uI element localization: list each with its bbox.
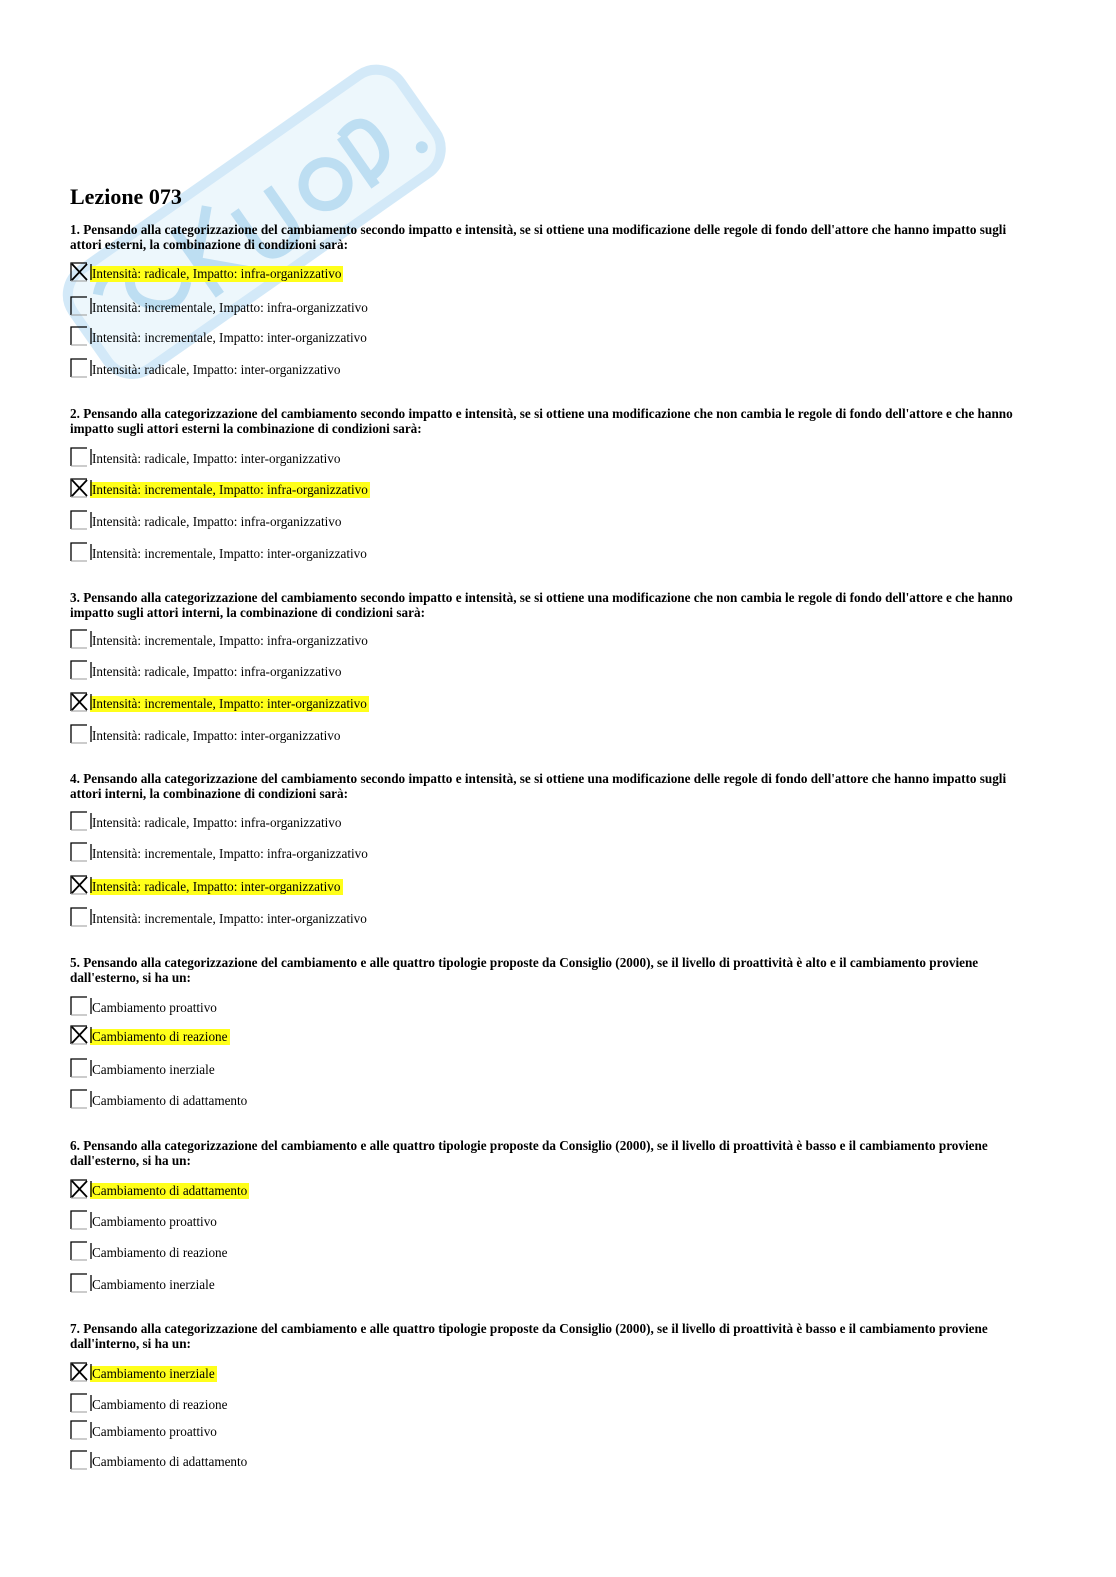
checked-checkbox-icon[interactable] xyxy=(70,264,88,282)
answer-option-label: Intensità: radicale, Impatto: infra-organizzativo xyxy=(92,266,342,281)
question-text: 3. Pensando alla categorizzazione del cambiamento secondo impatto e intensità, se si ottiene una modificazione che non cambia le regole di fondo dell'attore e che hanno impatto sugli attori interni, la combinazione di condizioni sarà: xyxy=(70,590,1013,620)
answer-option-label: Cambiamento di reazione xyxy=(92,1029,228,1044)
answer-option[interactable] xyxy=(70,1446,249,1470)
answer-option-label: Intensità: incrementale, Impatto: inter-organizzativo xyxy=(92,696,367,711)
answer-option[interactable] xyxy=(70,1269,217,1293)
answer-option[interactable] xyxy=(70,354,343,378)
question-text: 7. Pensando alla categorizzazione del cambiamento e alle quattro tipologie proposte da Consiglio (2000), se il livello di proattività è basso e il cambiamento proviene dall'interno, si ha un: xyxy=(70,1321,988,1351)
answer-option[interactable] xyxy=(70,1085,249,1109)
checkbox-icon[interactable] xyxy=(70,360,88,378)
answer-option-label: Cambiamento inerziale xyxy=(92,1062,215,1077)
answer-option-label: Intensità: incrementale, Impatto: infra-organizzativo xyxy=(92,300,368,315)
answer-option-label: Intensità: incrementale, Impatto: inter-organizzativo xyxy=(92,330,367,345)
answer-option-label: Intensità: radicale, Impatto: inter-organizzativo xyxy=(92,451,341,466)
answer-option[interactable] xyxy=(70,1175,249,1199)
checkbox-icon[interactable] xyxy=(70,449,88,467)
answer-option[interactable] xyxy=(70,838,370,862)
checkbox-icon[interactable] xyxy=(70,662,88,680)
answer-option[interactable] xyxy=(70,1358,217,1382)
answer-option[interactable] xyxy=(70,538,369,562)
question-7 xyxy=(70,1321,1030,1469)
checked-checkbox-icon[interactable] xyxy=(70,1364,88,1382)
checkbox-icon[interactable] xyxy=(70,1243,88,1261)
answer-option[interactable] xyxy=(70,1021,230,1045)
answer-option[interactable] xyxy=(70,1206,219,1230)
answer-option[interactable] xyxy=(70,1237,230,1261)
question-1 xyxy=(70,222,1030,377)
answer-option[interactable] xyxy=(70,1416,219,1440)
checkbox-icon[interactable] xyxy=(70,1275,88,1293)
checked-checkbox-icon[interactable] xyxy=(70,694,88,712)
question-text: 5. Pensando alla categorizzazione del cambiamento e alle quattro tipologie proposte da Consiglio (2000), se il livello di proattività è alto e il cambiamento proviene dall'esterno, si ha un: xyxy=(70,955,979,985)
question-text: 4. Pensando alla categorizzazione del cambiamento secondo impatto e intensità, se si ottiene una modificazione delle regole di fondo dell'attore che hanno impatto sugli attori interni, la combinazione di condizioni sarà: xyxy=(70,771,1007,801)
answer-option-label: Cambiamento di adattamento xyxy=(92,1183,248,1198)
answer-option-label: Intensità: radicale, Impatto: infra-organizzativo xyxy=(92,664,342,679)
answer-option-label: Intensità: radicale, Impatto: infra-organizzativo xyxy=(92,815,342,830)
checkbox-icon[interactable] xyxy=(70,1395,88,1413)
checkbox-icon[interactable] xyxy=(70,1091,88,1109)
answer-option-label: Intensità: radicale, Impatto: inter-organizzativo xyxy=(92,728,341,743)
question-3 xyxy=(70,590,1030,743)
question-5 xyxy=(70,955,1030,1108)
checked-checkbox-icon[interactable] xyxy=(70,877,88,895)
answer-option[interactable] xyxy=(70,625,370,649)
question-text: 1. Pensando alla categorizzazione del cambiamento secondo impatto e intensità, se si ottiene una modificazione delle regole di fondo dell'attore che hanno impatto sugli attori esterni, la combinazione di condizioni sarà: xyxy=(70,222,1007,252)
question-2 xyxy=(70,406,1030,561)
checkbox-icon[interactable] xyxy=(70,909,88,927)
checked-checkbox-icon[interactable] xyxy=(70,480,88,498)
answer-option-label: Cambiamento proattivo xyxy=(92,1000,217,1015)
question-text: 2. Pensando alla categorizzazione del cambiamento secondo impatto e intensità, se si ottiene una modificazione che non cambia le regole di fondo dell'attore e che hanno impatto sugli attori esterni la combinazione di condizioni sarà: xyxy=(70,406,1013,436)
checkbox-icon[interactable] xyxy=(70,328,88,346)
answer-option[interactable] xyxy=(70,292,370,316)
answer-option-label: Cambiamento di adattamento xyxy=(92,1454,248,1469)
page-title: Lezione 073 xyxy=(70,184,182,209)
answer-option[interactable] xyxy=(70,720,343,744)
checkbox-icon[interactable] xyxy=(70,1422,88,1440)
answer-option[interactable] xyxy=(70,1389,230,1413)
answer-option-label: Cambiamento inerziale xyxy=(92,1277,215,1292)
answer-option[interactable] xyxy=(70,992,219,1016)
checkbox-icon[interactable] xyxy=(70,726,88,744)
question-text: 6. Pensando alla categorizzazione del cambiamento e alle quattro tipologie proposte da Consiglio (2000), se il livello di proattività è basso e il cambiamento proviene dall'esterno, si ha un: xyxy=(70,1138,988,1168)
answer-option-label: Intensità: incrementale, Impatto: inter-organizzativo xyxy=(92,911,367,926)
checked-checkbox-icon[interactable] xyxy=(70,1027,88,1045)
answer-option[interactable] xyxy=(70,443,343,467)
checkbox-icon[interactable] xyxy=(70,1060,88,1078)
checkbox-icon[interactable] xyxy=(70,631,88,649)
answer-option[interactable] xyxy=(70,258,343,282)
answer-option-label: Cambiamento di adattamento xyxy=(92,1093,248,1108)
answer-option[interactable] xyxy=(70,688,369,712)
answer-option[interactable] xyxy=(70,322,369,346)
checkbox-icon[interactable] xyxy=(70,512,88,530)
checkbox-icon[interactable] xyxy=(70,1212,88,1230)
answer-option[interactable] xyxy=(70,474,370,498)
answer-option-label: Cambiamento proattivo xyxy=(92,1214,217,1229)
answer-option[interactable] xyxy=(70,1054,217,1078)
answer-option[interactable] xyxy=(70,903,369,927)
answer-option-label: Intensità: incrementale, Impatto: inter-organizzativo xyxy=(92,546,367,561)
answer-option[interactable] xyxy=(70,506,343,530)
answer-option-label: Intensità: radicale, Impatto: inter-organizzativo xyxy=(92,362,341,377)
checkbox-icon[interactable] xyxy=(70,844,88,862)
answer-option-label: Intensità: incrementale, Impatto: infra-organizzativo xyxy=(92,482,368,497)
checkbox-icon[interactable] xyxy=(70,298,88,316)
question-4 xyxy=(70,771,1030,926)
checked-checkbox-icon[interactable] xyxy=(70,1181,88,1199)
answer-option-label: Cambiamento proattivo xyxy=(92,1424,217,1439)
checkbox-icon[interactable] xyxy=(70,998,88,1016)
answer-option-label: Intensità: radicale, Impatto: inter-organizzativo xyxy=(92,879,341,894)
checkbox-icon[interactable] xyxy=(70,544,88,562)
answer-option-label: Cambiamento di reazione xyxy=(92,1245,228,1260)
answer-option[interactable] xyxy=(70,871,343,895)
answer-option-label: Cambiamento inerziale xyxy=(92,1366,215,1381)
answer-option-label: Intensità: radicale, Impatto: infra-organizzativo xyxy=(92,514,342,529)
answer-option-label: Intensità: incrementale, Impatto: infra-organizzativo xyxy=(92,846,368,861)
question-6 xyxy=(70,1138,1030,1292)
answer-option-label: Intensità: incrementale, Impatto: infra-organizzativo xyxy=(92,633,368,648)
answer-option[interactable] xyxy=(70,656,343,680)
checkbox-icon[interactable] xyxy=(70,1452,88,1470)
answer-option-label: Cambiamento di reazione xyxy=(92,1397,228,1412)
checkbox-icon[interactable] xyxy=(70,813,88,831)
answer-option[interactable] xyxy=(70,807,343,831)
